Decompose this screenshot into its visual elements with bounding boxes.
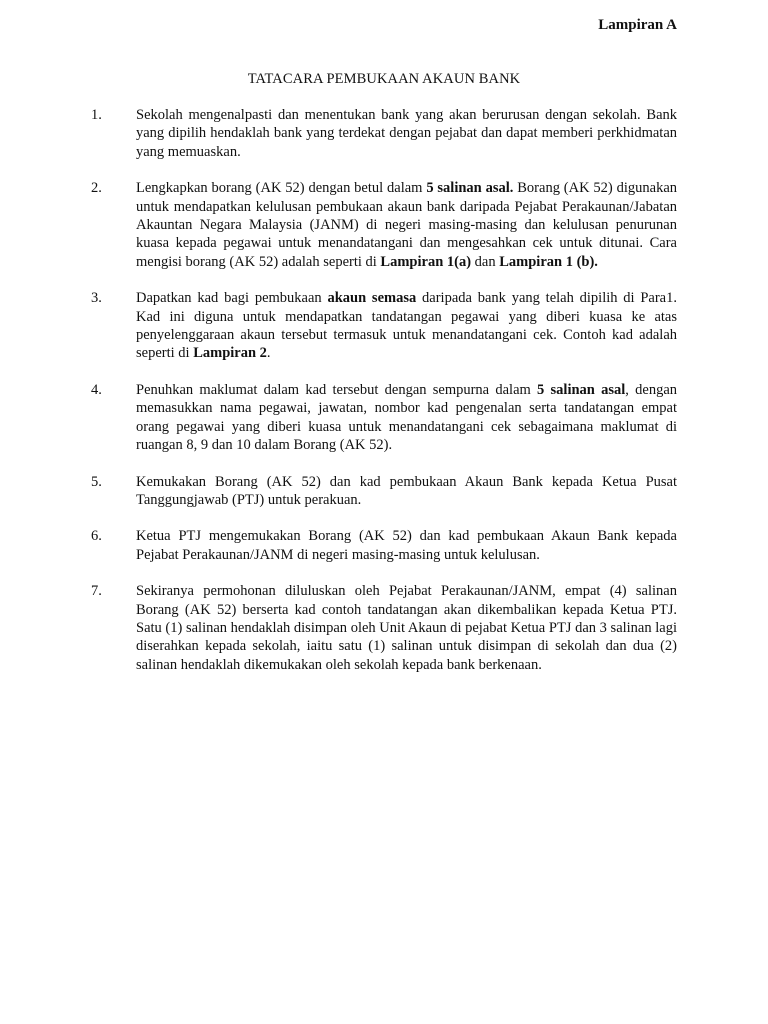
step-number: 6. (91, 528, 102, 545)
step-text-bold: akaun semasa (327, 290, 417, 307)
step-number: 2. (91, 180, 102, 197)
step-text-run: daripada bank yang telah dipilih di Para1. Kad ini diguna untuk mendapatkan tandatangan pegawai yang diberi kuasa ke atas penyelenggaraan akaun tersebut termasuk untuk menandatangani cek. Contoh kad adalah seperti di (136, 290, 677, 362)
appendix-label: Lampiran A (598, 17, 677, 33)
step-number: 4. (91, 381, 102, 398)
procedure-list (91, 106, 677, 692)
step-text-run: Ketua PTJ mengemukakan Borang (AK 52) dan kad pembukaan Akaun Bank kepada Pejabat Perakaunan/JANM di negeri masing-masing untuk kelulusan. (136, 528, 677, 563)
step-number: 5. (91, 473, 102, 490)
step-text-run: . (266, 345, 271, 362)
procedure-step (91, 381, 677, 455)
step-text (136, 179, 677, 271)
step-number: 3. (91, 290, 102, 307)
step-text (136, 582, 677, 674)
step-text-run: Sekolah mengenalpasti dan menentukan bank yang akan berurusan dengan sekolah. Bank yang dipilih hendaklah bank yang terdekat dengan pejabat dan dapat memberi perkhidmatan yang memuaskan. (136, 107, 677, 160)
step-number: 7. (91, 583, 102, 600)
step-text-run: Penuhkan maklumat dalam kad tersebut dengan sempurna dalam (136, 381, 538, 398)
step-text (136, 289, 677, 363)
step-text-run: Kemukakan Borang (AK 52) dan kad pembukaan Akaun Bank kepada Ketua Pusat Tanggungjawab (PTJ) untuk perakuan. (136, 473, 677, 508)
step-text-run: , dengan memasukkan nama pegawai, jawatan, nombor kad pengenalan serta tandatangan empat orang pegawai yang diberi kuasa untuk menandatangani cek sebagaimana maklumat di ruangan 8, 9 dan 10 dalam Borang (AK 52). (136, 381, 678, 454)
step-number: 1. (91, 107, 102, 123)
procedure-step (91, 289, 677, 363)
step-text (136, 527, 677, 564)
step-text-bold: Lampiran 1 (b). (499, 253, 598, 270)
step-text-run: dan (471, 253, 500, 270)
procedure-step (91, 473, 677, 510)
document-title: TATACARA PEMBUKAAN AKAUN BANK (247, 71, 521, 87)
step-text-bold: Lampiran 1(a) (380, 253, 472, 270)
step-text (136, 106, 677, 161)
step-text-run: Dapatkan kad bagi pembukaan (136, 290, 328, 307)
procedure-step (91, 582, 677, 674)
procedure-step (91, 527, 677, 564)
step-text-bold: Lampiran 2 (193, 345, 267, 362)
procedure-step (91, 106, 677, 161)
procedure-step (91, 179, 677, 271)
step-text-run: Lengkapkan borang (AK 52) dengan betul dalam (136, 180, 427, 197)
step-text-run: Borang (AK 52) digunakan untuk mendapatkan kelulusan pembukaan akaun bank daripada Pejabat Perakaunan/Jabatan Akauntan Negara Malaysia (JANM) di negeri masing-masing dan kelulusan penurunan kuasa kepada pegawai untuk menandatangani dan mengesahkan cek untuk ditunai. Cara mengisi borang (AK 52) adalah seperti di (136, 180, 678, 270)
step-text-run: Sekiranya permohonan diluluskan oleh Pejabat Perakaunan/JANM, empat (4) salinan Borang (AK 52) berserta kad contoh tandatangan akan dikembalikan kepada Ketua PTJ. Satu (1) salinan hendaklah disimpan oleh Unit Akaun di pejabat Ketua PTJ dan 3 salinan lagi diserahkan kepada sekolah, iaitu satu (1) salinan untuk disimpan di sekolah dan dua (2) salinan hendaklah dikemukakan oleh sekolah kepada bank berkenaan. (136, 583, 677, 673)
step-text (136, 381, 677, 455)
step-text-bold: 5 salinan asal (537, 381, 626, 398)
step-text (136, 473, 677, 510)
step-text-bold: 5 salinan asal. (426, 180, 514, 197)
